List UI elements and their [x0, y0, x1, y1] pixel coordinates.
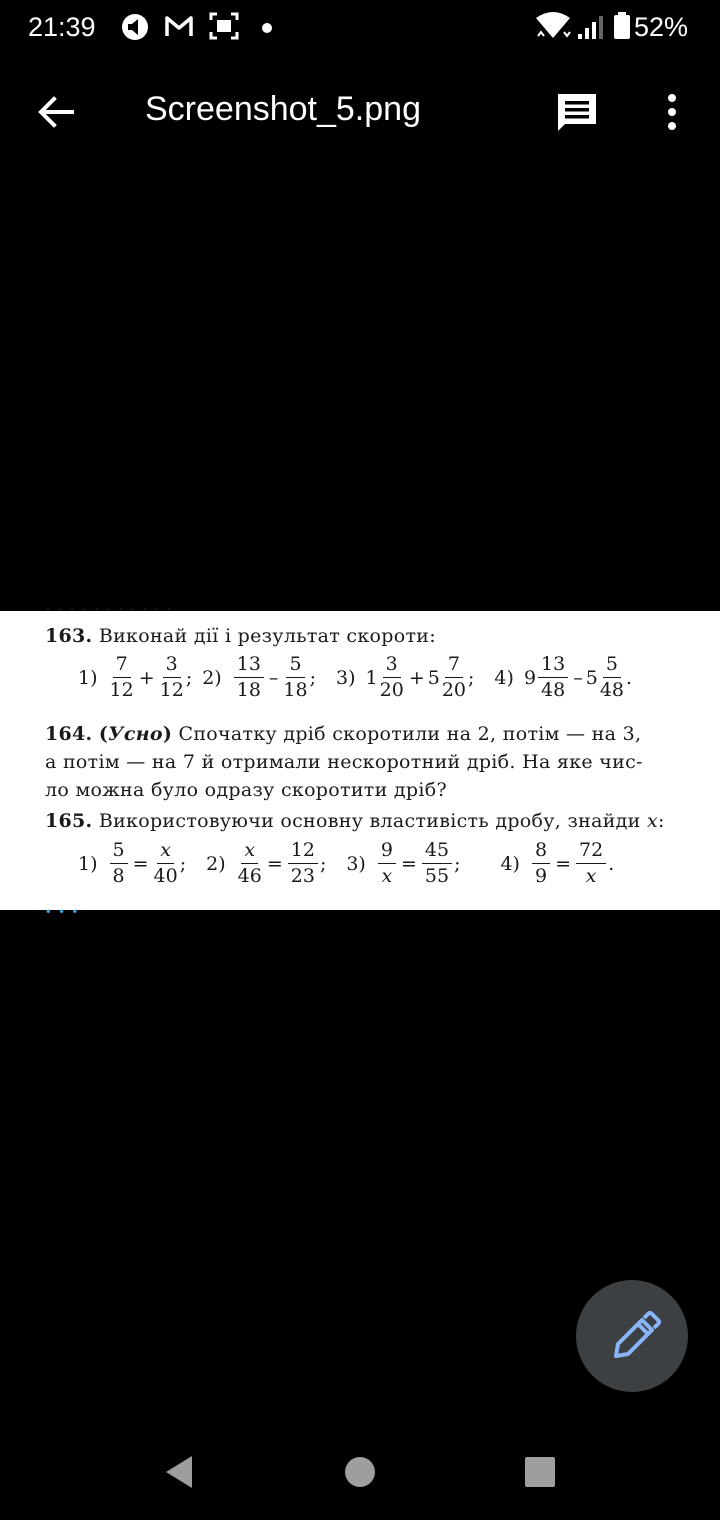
variable: x — [646, 810, 658, 832]
operator: – — [268, 666, 279, 689]
punct: ; — [185, 666, 193, 689]
problem-number: 165. — [45, 810, 93, 832]
fraction: $\frac{12}{23}$ — [288, 841, 318, 886]
equals: = — [555, 852, 571, 875]
operator: + — [138, 666, 155, 689]
problem-164-line1 — [45, 723, 641, 745]
battery-percent: 52% — [633, 12, 688, 42]
whole-part: 9 — [523, 666, 537, 689]
problem-163-heading — [45, 625, 436, 647]
equals: = — [266, 852, 283, 875]
operator: + — [408, 666, 425, 689]
punct: ; — [468, 666, 475, 689]
problem-163-items — [78, 655, 632, 700]
equals: = — [400, 852, 417, 875]
fraction: $\frac{7}{12}$ — [109, 653, 134, 701]
problem-number: 164. — [45, 723, 93, 745]
loudspeaker-notification-icon — [120, 10, 150, 42]
status-bar — [0, 0, 720, 56]
tag-paren: ) — [162, 723, 173, 745]
fraction: $\frac{3}{12}$ — [159, 653, 184, 701]
fraction: $\frac{5}{18}$ — [283, 653, 308, 701]
problem-165-heading — [45, 810, 665, 832]
problem-text: Виконай дії і результат скороти: — [98, 625, 436, 647]
nav-recents-icon[interactable] — [520, 1448, 560, 1496]
arrow-back-icon[interactable] — [36, 92, 76, 132]
cropped-text-top: · · · · · · · · · · · — [45, 599, 172, 621]
fraction: $\frac{8}{9}$ — [532, 841, 550, 886]
fraction: $\frac{5}{48}$ — [599, 653, 624, 701]
file-title: Screenshot_5.png — [145, 90, 421, 128]
screenshot-icon — [208, 10, 240, 42]
item-label: 1) — [78, 666, 98, 689]
item-label: 4) — [494, 666, 514, 689]
fraction: $\frac{45}{55}$ — [422, 841, 452, 886]
signal-icon — [576, 10, 606, 42]
punct: . — [608, 852, 615, 875]
gmail-icon — [163, 10, 195, 42]
problem-164-line3: ло можна було одразу скоротити дріб? — [45, 779, 447, 801]
more-vert-icon[interactable] — [656, 90, 688, 134]
whole-part: 5 — [427, 666, 440, 689]
fraction: $\frac{x}{40}$ — [153, 839, 178, 887]
battery-icon — [612, 10, 632, 42]
punct: : — [658, 810, 665, 832]
item-label: 3) — [346, 852, 366, 875]
edit-pencil-icon — [576, 1280, 688, 1392]
document-image[interactable] — [0, 599, 720, 923]
operator: – — [573, 666, 583, 689]
fraction: $\frac{3}{20}$ — [379, 653, 404, 701]
problem-164-line2: а потім — на 7 й отримали нескоротний дріб. На яке чис- — [45, 751, 643, 773]
item-label: 3) — [336, 666, 356, 689]
item-label: 2) — [202, 666, 222, 689]
fraction: $\frac{5}{8}$ — [110, 841, 128, 886]
punct: ; — [319, 852, 327, 875]
fraction: $\frac{72}{x}$ — [576, 841, 606, 886]
fraction: $\frac{x}{46}$ — [237, 839, 262, 887]
dot-icon — [260, 10, 274, 42]
punct: ; — [454, 852, 461, 875]
comment-icon[interactable] — [555, 90, 599, 134]
problem-text: Спочатку дріб скоротили на 2, потім — на 3, — [178, 723, 642, 745]
fraction: $\frac{13}{18}$ — [234, 655, 264, 700]
item-label: 2) — [206, 852, 226, 875]
problem-165-items — [78, 841, 614, 886]
status-time: 21:39 — [28, 12, 96, 42]
problem-number: 163. — [45, 625, 93, 647]
fraction: $\frac{9}{x}$ — [378, 841, 396, 886]
punct: ; — [179, 852, 187, 875]
app-bar — [0, 70, 720, 154]
punct: ; — [309, 666, 317, 689]
tag-paren: ( — [98, 723, 109, 745]
cropped-text-bottom: · · · — [45, 901, 79, 923]
punct: . — [626, 666, 633, 689]
edit-button[interactable] — [576, 1280, 688, 1392]
equals: = — [132, 852, 149, 875]
oral-tag: Усно — [108, 723, 163, 745]
wifi-icon — [534, 10, 572, 42]
item-label: 4) — [500, 852, 520, 875]
nav-back-icon[interactable] — [160, 1448, 200, 1496]
whole-part: 5 — [585, 666, 598, 689]
fraction: $\frac{13}{48}$ — [538, 655, 568, 700]
problem-text: Використовуючи основну властивість дробу, знайди — [98, 810, 641, 832]
whole-part: 1 — [365, 666, 378, 689]
item-label: 1) — [78, 852, 98, 875]
nav-home-icon[interactable] — [336, 1448, 384, 1496]
fraction: $\frac{7}{20}$ — [441, 653, 467, 701]
